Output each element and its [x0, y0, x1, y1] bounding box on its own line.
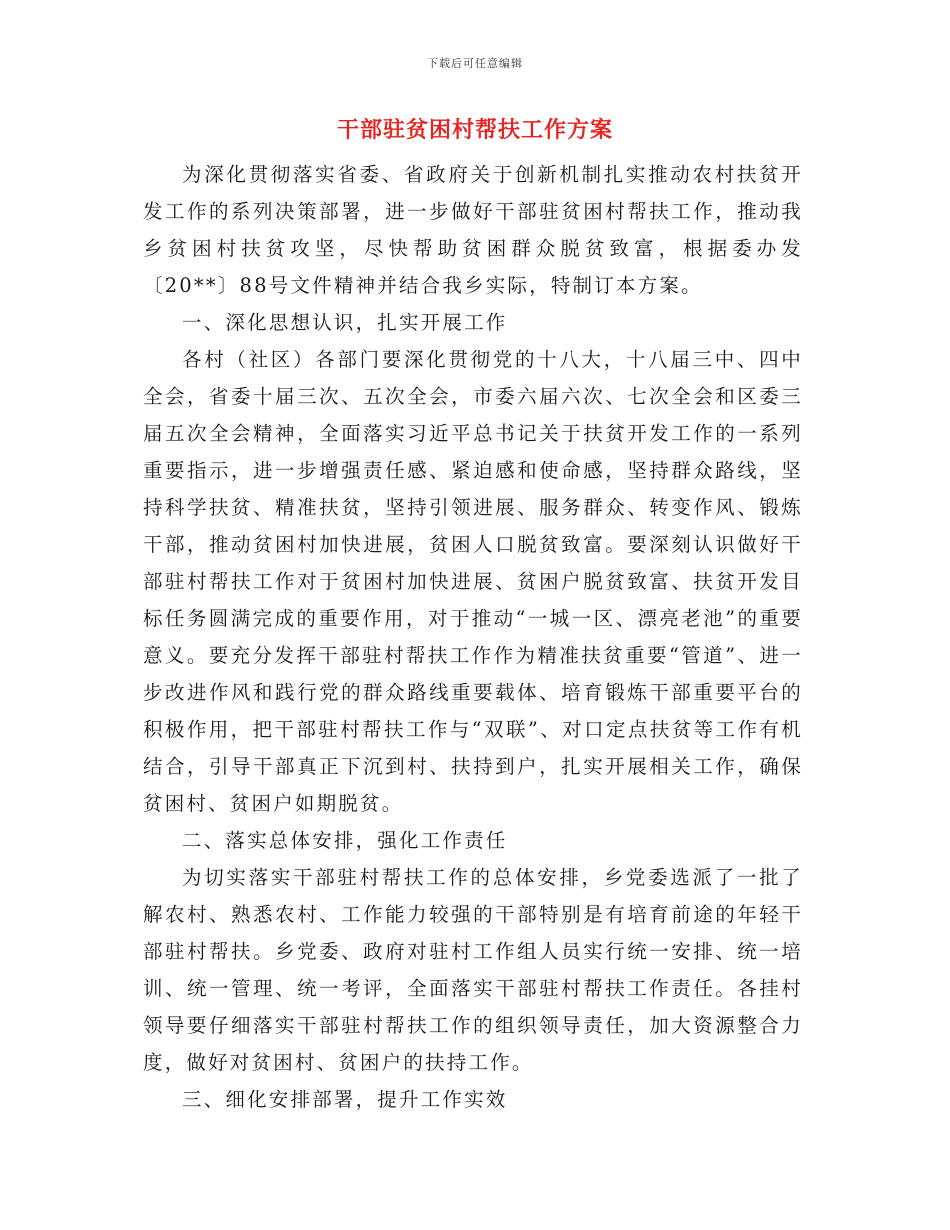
document-title: 干部驻贫困村帮扶工作方案: [336, 117, 613, 143]
paragraph-section-2: 为切实落实干部驻村帮扶工作的总体安排，乡党委选派了一批了解农村、熟悉农村、工作能力较强的干部特别是有培育前途的年轻干部驻村帮扶。乡党委、政府对驻村工作组人员实行统一安排、统一培训、统一管理、统一考评，全面落实干部驻村帮扶工作责任。各挂村领导要仔细落实干部驻村帮扶工作的组织领导责任，加大资源整合力度，做好对贫困村、贫困户的扶持工作。: [143, 866, 803, 1074]
paragraph-section-1: 各村（社区）各部门要深化贯彻党的十八大，十八届三中、四中全会，省委十届三次、五次全会，市委六届六次、七次全会和区委三届五次全会精神，全面落实习近平总书记关于扶贫开发工作的一系列重要指示，进一步增强责任感、紧迫感和使命感，坚持群众路线，坚持科学扶贫、精准扶贫，坚持引领进展、服务群众、转变作风、锻炼干部，推动贫困村加快进展，贫困人口脱贫致富。要深刻认识做好干部驻村帮扶工作对于贫困村加快进展、贫困户脱贫致富、扶贫开发目标任务圆满完成的重要作用，对于推动“一城一区、漂亮老池”的重要意义。要充分发挥干部驻村帮扶工作作为精准扶贫重要“管道”、进一步改进作风和践行党的群众路线重要载体、培育锻炼干部重要平台的积极作用，把干部驻村帮扶工作与“双联”、对口定点扶贫等工作有机结合，引导干部真正下沉到村、扶持到户，扎实开展相关工作，确保贫困村、贫困户如期脱贫。: [143, 348, 803, 815]
section-heading-3: 三、细化安排部署，提升工作实效: [182, 1088, 508, 1111]
section-heading-1: 一、深化思想认识，扎实开展工作: [182, 311, 508, 334]
paragraph-intro: 为深化贯彻落实省委、省政府关于创新机制扎实推动农村扶贫开发工作的系列决策部署，进一步做好干部驻贫困村帮扶工作，推动我乡贫困村扶贫攻坚，尽快帮助贫困群众脱贫致富，根据委办发〔20**〕88号文件精神并结合我乡实际，特制订本方案。: [143, 163, 803, 297]
document-body: [143, 156, 803, 1118]
section-heading-2: 二、落实总体安排，强化工作责任: [182, 829, 508, 852]
header-note: 下载后可任意编辑: [427, 57, 523, 70]
